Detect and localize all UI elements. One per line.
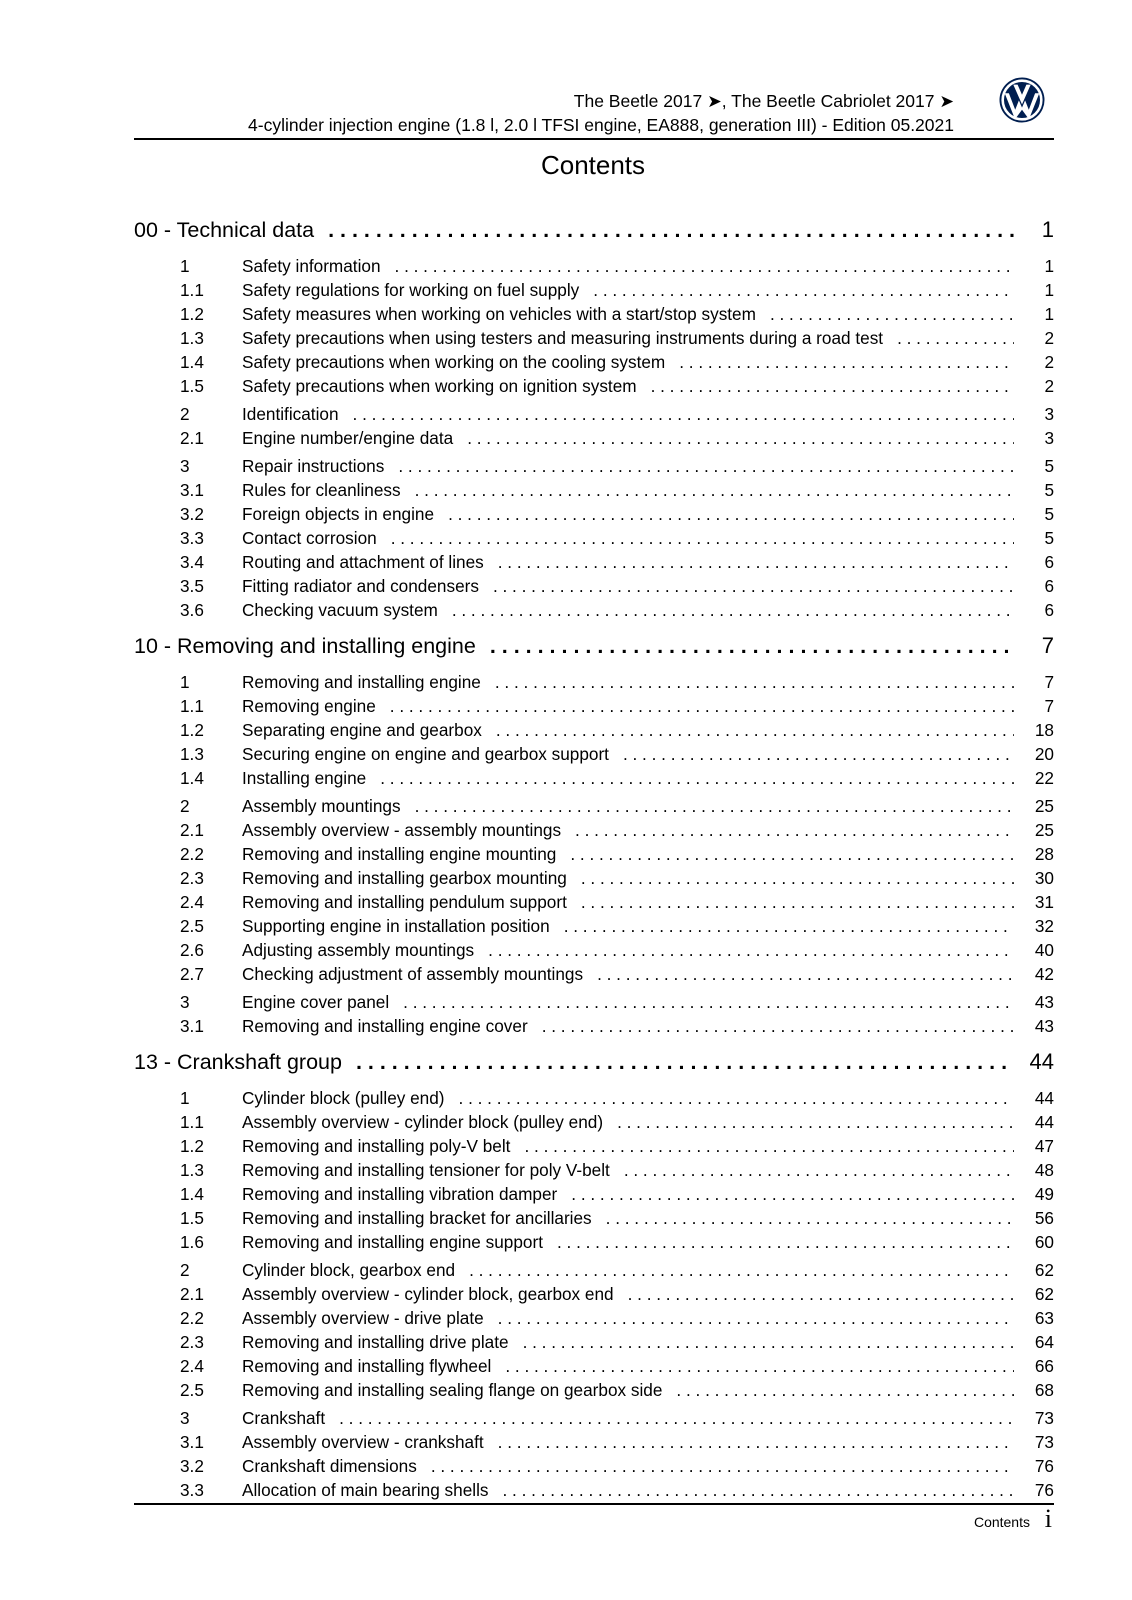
toc-page-number: 44 [1034,1112,1054,1132]
toc-number: 1.6 [180,1232,204,1252]
toc-number: 2.1 [180,820,204,840]
toc-title: Engine number/engine data [242,428,454,448]
toc-number: 1.2 [180,304,204,324]
dot-leader [390,696,1014,717]
toc-number: 2 [180,404,190,424]
toc-number: 1 [180,672,190,692]
toc-subsection[interactable] [134,479,1054,503]
toc-number: 3 [180,992,190,1012]
toc-page-number: 22 [1034,768,1054,788]
toc-title: Checking vacuum system [242,600,438,620]
dot-leader [505,1356,1014,1377]
toc-title: Routing and attachment of lines [242,552,484,572]
dot-leader [597,964,1014,985]
page-title: Contents [540,150,646,180]
toc-number: 1 [180,256,190,276]
toc-subsection[interactable] [134,1431,1054,1455]
dot-leader [415,480,1014,501]
toc-title: Assembly overview - assembly mountings [242,820,562,840]
toc-title: Foreign objects in engine [242,504,435,524]
toc-subsection[interactable] [134,695,1054,719]
toc-subsection[interactable] [134,303,1054,327]
toc-number: 1.4 [180,1184,204,1204]
toc-page-number: 6 [1044,600,1054,620]
toc-title: Safety precautions when using testers and measuring instruments during a road test [242,328,884,348]
toc-page-number: 18 [1034,720,1054,740]
toc-title: Assembly overview - cylinder block, gearbox end [242,1284,614,1304]
toc-subsection[interactable] [134,891,1054,915]
toc-number: 2.4 [180,892,204,912]
toc-title: Supporting engine in installation position [242,916,550,936]
toc-page-number: 42 [1034,964,1054,984]
toc-title: Cylinder block (pulley end) [242,1088,445,1108]
toc-page-number: 62 [1034,1284,1054,1304]
toc-subsection[interactable] [134,1159,1054,1183]
toc-number: 1.1 [180,696,204,716]
dot-leader [564,916,1014,937]
toc-number: 3.1 [180,1016,204,1036]
toc-page-number: 43 [1034,1016,1054,1036]
toc-subsection[interactable] [134,963,1054,987]
toc-section[interactable] [134,255,1054,279]
dot-leader [628,1284,1014,1305]
toc-title: Cylinder block, gearbox end [242,1260,456,1280]
toc-title: Removing and installing engine support [242,1232,543,1252]
toc-subsection[interactable] [134,843,1054,867]
dot-leader [380,768,1014,789]
toc-page-number: 7 [1041,633,1054,658]
toc-title: Fitting radiator and condensers [242,576,479,596]
toc-subsection[interactable] [134,1183,1054,1207]
dot-leader [448,504,1014,525]
toc-subsection[interactable] [134,279,1054,303]
vw-logo-icon [998,76,1046,124]
toc-page-number: 2 [1044,328,1054,348]
toc-page-number: 40 [1034,940,1054,960]
dot-leader [524,1136,1014,1157]
toc-title: Crankshaft [242,1408,326,1428]
toc-number: 2.5 [180,1380,204,1400]
toc-number: 1.3 [180,744,204,764]
toc-page-number: 6 [1044,576,1054,596]
toc-title: Contact corrosion [242,528,377,548]
toc-title: Removing and installing poly-V belt [242,1136,511,1156]
dot-leader [897,328,1014,349]
toc-page-number: 7 [1044,672,1054,692]
toc-number: 3 [180,1408,190,1428]
toc-chapter[interactable] [134,215,1054,251]
toc-number: 3.5 [180,576,204,596]
toc-title: Assembly overview - crankshaft [242,1432,484,1452]
header-rule [134,138,1054,140]
toc-number: 3.2 [180,1456,204,1476]
toc-page-number: 44 [1034,1088,1054,1108]
toc-subsection[interactable] [134,1135,1054,1159]
toc-subsection[interactable] [134,1207,1054,1231]
toc-page-number: 43 [1034,992,1054,1012]
toc-page-number: 62 [1034,1260,1054,1280]
dot-leader [415,796,1014,817]
toc-number: 2.6 [180,940,204,960]
toc-subsection[interactable] [134,743,1054,767]
toc-title: Installing engine [242,768,367,788]
toc-number: 2.2 [180,1308,204,1328]
toc-title: Removing and installing sealing flange on gearbox side [242,1380,663,1400]
toc-subsection[interactable] [134,1479,1054,1503]
dot-leader [469,1260,1014,1281]
toc-page-number: 5 [1044,504,1054,524]
toc-page-number: 1 [1044,256,1054,276]
toc-number: 1 [180,1088,190,1108]
toc-number: 3.1 [180,480,204,500]
toc-subsection[interactable] [134,575,1054,599]
toc-subsection[interactable] [134,1015,1054,1039]
dot-leader [339,1408,1014,1429]
dot-leader [770,304,1014,325]
dot-leader [623,744,1014,765]
toc-page-number: 28 [1034,844,1054,864]
toc-subsection[interactable] [134,503,1054,527]
dot-leader [557,1232,1014,1253]
toc-page-number: 7 [1044,696,1054,716]
toc-page-number: 1 [1041,217,1054,242]
toc-chapter[interactable] [134,631,1054,667]
toc-title: 00 - Technical data [134,218,315,242]
footer-rule [134,1503,1054,1505]
toc-subsection[interactable] [134,327,1054,351]
toc-subsection[interactable] [134,1283,1054,1307]
dot-leader [581,892,1014,913]
toc-title: Assembly overview - cylinder block (pulley end) [242,1112,604,1132]
toc-section[interactable] [134,1259,1054,1283]
toc-title: Removing and installing flywheel [242,1356,492,1376]
toc-title: Removing and installing drive plate [242,1332,509,1352]
dot-leader [488,940,1014,961]
dot-leader [391,528,1014,549]
toc-page-number: 56 [1034,1208,1054,1228]
toc-number: 1.1 [180,1112,204,1132]
toc-subsection[interactable] [134,939,1054,963]
dot-leader [523,1332,1014,1353]
toc-title: 10 - Removing and installing engine [134,634,476,658]
toc-subsection[interactable] [134,1111,1054,1135]
toc-number: 1.3 [180,328,204,348]
toc-section[interactable] [134,671,1054,695]
toc-number: 2.5 [180,916,204,936]
toc-section[interactable] [134,795,1054,819]
toc-page-number: 49 [1034,1184,1054,1204]
toc-page-number: 68 [1034,1380,1054,1400]
toc-subsection[interactable] [134,351,1054,375]
toc-number: 3 [180,456,190,476]
toc-title: Identification [242,404,339,424]
toc-title: Safety precautions when working on the cooling system [242,352,666,372]
toc-number: 2 [180,796,190,816]
toc-section[interactable] [134,1407,1054,1431]
toc-subsection[interactable] [134,767,1054,791]
toc-page-number: 3 [1044,404,1054,424]
dot-leader [503,1480,1015,1501]
toc-page-number: 2 [1044,376,1054,396]
footer-label: Contents [973,1514,1030,1530]
toc-chapter[interactable] [134,1047,1054,1083]
toc-title: 13 - Crankshaft group [134,1050,342,1074]
toc-number: 1.4 [180,352,204,372]
toc-title: Safety regulations for working on fuel supply [242,280,580,300]
toc-title: Removing and installing gearbox mounting [242,868,567,888]
toc-number: 3.6 [180,600,204,620]
toc-number: 2.3 [180,1332,204,1352]
toc-page-number: 5 [1044,528,1054,548]
dot-leader [459,1088,1014,1109]
toc-title: Safety measures when working on vehicles with a start/stop system [242,304,756,324]
toc-title: Engine cover panel [242,992,390,1012]
toc-title: Removing and installing engine [242,672,481,692]
dot-leader [651,376,1014,397]
toc-subsection[interactable] [134,1307,1054,1331]
toc-page-number: 47 [1034,1136,1054,1156]
toc-page-number: 6 [1044,552,1054,572]
toc-page-number: 3 [1044,428,1054,448]
toc-section[interactable] [134,455,1054,479]
toc-number: 1.1 [180,280,204,300]
toc-title: Removing and installing vibration damper [242,1184,558,1204]
toc-subsection[interactable] [134,375,1054,399]
dot-leader [571,1184,1014,1205]
toc-title: Safety information [242,256,381,276]
toc-title: Crankshaft dimensions [242,1456,417,1476]
toc-title: Removing and installing pendulum support [242,892,567,912]
toc-number: 2.1 [180,1284,204,1304]
toc-subsection[interactable] [134,1379,1054,1403]
toc-title: Removing and installing engine mounting [242,844,557,864]
dot-leader [353,404,1014,425]
toc-page-number: 5 [1044,480,1054,500]
toc-subsection[interactable] [134,1231,1054,1255]
toc-number: 1.2 [180,720,204,740]
toc-number: 3.2 [180,504,204,524]
toc-page-number: 30 [1034,868,1054,888]
table-of-contents [134,215,1054,1503]
header-line-1: The Beetle 2017 ➤, The Beetle Cabriolet 2017 ➤ [573,91,954,111]
toc-subsection[interactable] [134,527,1054,551]
toc-page-number: 44 [1029,1049,1054,1074]
header-line-2: 4-cylinder injection engine (1.8 l, 2.0 l TFSI engine, EA888, generation III) - Edition 05.2021 [248,115,954,135]
toc-title: Rules for cleanliness [242,480,401,500]
toc-page-number: 66 [1034,1356,1054,1376]
toc-title: Repair instructions [242,456,385,476]
toc-number: 2.4 [180,1356,204,1376]
toc-subsection[interactable] [134,1355,1054,1379]
toc-number: 1.3 [180,1160,204,1180]
toc-title: Assembly mountings [242,796,401,816]
toc-number: 3.1 [180,1432,204,1452]
toc-title: Separating engine and gearbox [242,720,482,740]
toc-page-number: 60 [1034,1232,1054,1252]
toc-number: 2.3 [180,868,204,888]
dot-leader [395,256,1014,277]
toc-subsection[interactable] [134,599,1054,623]
toc-number: 2.1 [180,428,204,448]
toc-number: 1.5 [180,376,204,396]
toc-page-number: 20 [1034,744,1054,764]
dot-leader [498,1308,1014,1329]
toc-page-number: 64 [1034,1332,1054,1352]
toc-page-number: 5 [1044,456,1054,476]
dot-leader [617,1112,1014,1133]
toc-subsection[interactable] [134,551,1054,575]
toc-subsection[interactable] [134,1455,1054,1479]
toc-title: Allocation of main bearing shells [242,1480,489,1500]
toc-page-number: 63 [1034,1308,1054,1328]
toc-subsection[interactable] [134,819,1054,843]
toc-page-number: 76 [1034,1456,1054,1476]
dot-leader [679,352,1014,373]
dot-leader [467,428,1014,449]
toc-subsection[interactable] [134,1331,1054,1355]
toc-title: Removing engine [242,696,376,716]
toc-section[interactable] [134,991,1054,1015]
toc-subsection[interactable] [134,915,1054,939]
toc-page-number: 73 [1034,1408,1054,1428]
toc-title: Assembly overview - drive plate [242,1308,484,1328]
toc-number: 1.4 [180,768,204,788]
dot-leader [495,672,1014,693]
toc-title: Removing and installing bracket for ancillaries [242,1208,592,1228]
dot-leader [581,868,1014,889]
toc-title: Adjusting assembly mountings [242,940,475,960]
toc-page-number: 25 [1034,796,1054,816]
dot-leader [493,576,1014,597]
toc-title: Removing and installing tensioner for poly V-belt [242,1160,610,1180]
dot-leader [328,218,1014,243]
toc-number: 2.2 [180,844,204,864]
toc-title: Safety precautions when working on ignition system [242,376,637,396]
toc-number: 3.3 [180,528,204,548]
dot-leader [498,1432,1014,1453]
toc-page-number: 2 [1044,352,1054,372]
dot-leader [398,456,1014,477]
toc-subsection[interactable] [134,867,1054,891]
toc-page-number: 73 [1034,1432,1054,1452]
dot-leader [606,1208,1014,1229]
toc-number: 3.4 [180,552,204,572]
toc-title: Securing engine on engine and gearbox support [242,744,609,764]
dot-leader [542,1016,1014,1037]
toc-section[interactable] [134,1087,1054,1111]
dot-leader [431,1456,1014,1477]
toc-page-number: 1 [1044,280,1054,300]
dot-leader [356,1050,1014,1075]
toc-page-number: 76 [1034,1480,1054,1500]
dot-leader [498,552,1014,573]
dot-leader [676,1380,1014,1401]
toc-number: 1.2 [180,1136,204,1156]
toc-page-number: 31 [1034,892,1054,912]
toc-title: Removing and installing engine cover [242,1016,528,1036]
toc-number: 2.7 [180,964,204,984]
dot-leader [624,1160,1014,1181]
toc-number: 3.3 [180,1480,204,1500]
dot-leader [570,844,1014,865]
toc-subsection[interactable] [134,427,1054,451]
dot-leader [452,600,1014,621]
dot-leader [496,720,1014,741]
dot-leader [593,280,1014,301]
footer-page-number: i [1044,1504,1052,1533]
toc-page-number: 32 [1034,916,1054,936]
toc-subsection[interactable] [134,719,1054,743]
toc-page-number: 1 [1044,304,1054,324]
toc-page-number: 48 [1034,1160,1054,1180]
dot-leader [575,820,1014,841]
toc-number: 2 [180,1260,190,1280]
dot-leader [490,634,1014,659]
toc-title: Checking adjustment of assembly mountings [242,964,584,984]
toc-number: 1.5 [180,1208,204,1228]
toc-section[interactable] [134,403,1054,427]
toc-page-number: 25 [1034,820,1054,840]
dot-leader [403,992,1014,1013]
